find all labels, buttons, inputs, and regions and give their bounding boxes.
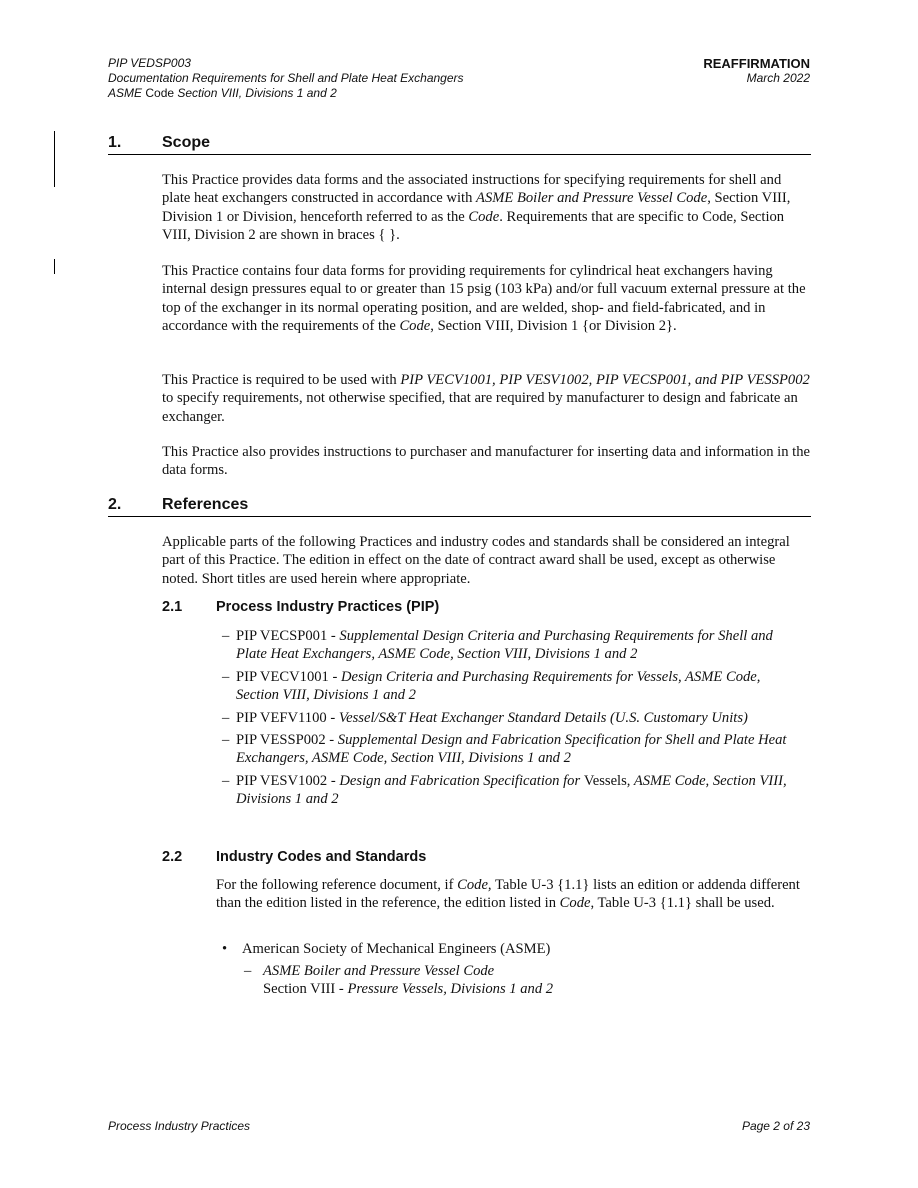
text-run: Table U-3 {1.1} lists an edition or addenda different than the edition listed in the reference, the edition listed in [216, 877, 800, 912]
dash-bullet: – [244, 963, 252, 979]
reference-code: PIP VESV1002 - [236, 772, 340, 789]
dash-bullet: – [222, 732, 230, 749]
subsection-2-1-title: Process Industry Practices (PIP) [216, 599, 440, 615]
text-run: This Practice provides data forms and the associated instructions for specifying requirements for shell and plate heat exchangers constructed in accordance with [162, 172, 782, 207]
change-bar [54, 259, 55, 274]
bullet-text: American Society of Mechanical Engineers (ASME) [242, 941, 551, 957]
reference-title-normal: Vessels [583, 772, 627, 789]
reference-title: Design Criteria and Purchasing Requirements for Vessels, ASME Code, Section VIII, Divisions 1 and 2 [236, 668, 761, 704]
dash-bullet: – [222, 772, 230, 789]
header-date: March 2022 [746, 71, 810, 85]
bullet-dot: • [222, 941, 228, 957]
reference-title: Design and Fabrication Specification for [339, 772, 584, 789]
section-2-number: 2. [108, 496, 122, 513]
subitem-title: ASME Boiler and Pressure Vessel Code [263, 963, 495, 979]
text-run: This Practice is required to be used with [162, 372, 401, 388]
header-code-prefix: ASME [108, 86, 143, 100]
header-left [108, 56, 464, 101]
subitem-line2-italic: Pressure Vessels, Divisions 1 and 2 [347, 981, 554, 998]
header-right [703, 56, 810, 86]
scope-paragraph-3 [162, 371, 812, 426]
section-1-title: Scope [162, 134, 211, 151]
scope-paragraph-4: This Practice also provides instructions to purchaser and manufacturer for inserting data and information in the data forms. [162, 444, 811, 479]
text-run-italic: Code [468, 208, 500, 225]
header-code-word: Code [142, 86, 178, 100]
list-item [222, 731, 802, 768]
list-item [222, 709, 802, 727]
pip-reference-list [222, 627, 802, 813]
reference-code: PIP VECSP001 - [236, 628, 340, 644]
text-run: For the following reference document, if [216, 877, 458, 893]
section-1-number: 1. [108, 134, 122, 151]
dash-bullet: – [222, 628, 230, 644]
text-run: . Requirements that are specific to Code, Section VIII, Division 2 are shown in braces { }. [162, 208, 785, 244]
section-2-title: References [162, 496, 249, 513]
header-doc-id: PIP VEDSP003 [108, 56, 191, 70]
subitem-line2: Section VIII - [263, 981, 348, 998]
text-run: This Practice contains four data forms for providing requirements for cylindrical heat exchangers having internal design pressures equal to or greater than 15 psig (103 kPa) and/or full vacuum external pressure at the top of the exchanger in its normal operating position, and are welded, shop- and field-fabricated, and in accordance with the requirements of the [162, 263, 806, 335]
subsection-2-2-title: Industry Codes and Standards [216, 849, 427, 865]
list-item [222, 627, 802, 664]
dash-bullet: – [222, 668, 230, 685]
section-1-heading [108, 134, 811, 155]
header-status: REAFFIRMATION [703, 56, 810, 71]
footer-page-number: Page 2 of 23 [741, 1119, 810, 1133]
text-run-italic: Code [399, 318, 431, 335]
references-intro: Applicable parts of the following Practices and industry codes and standards shall be considered an integral part of this Practice. The edition in effect on the date of contract award shall be used, except as otherwise noted. Short titles are used herein where appropriate. [162, 534, 790, 587]
reference-title: Supplemental Design and Fabrication Specification for Shell and Plate Heat Exchangers, ASME Code, Section VIII, Divisions 1 and 2 [236, 732, 787, 767]
reference-code: PIP VESSP002 - [236, 732, 338, 749]
text-run-italic: PIP VECV1001, PIP VESV1002, PIP VECSP001, and PIP VESSP002 [400, 372, 810, 388]
scope-paragraph-2 [162, 262, 812, 336]
header-code-line [108, 86, 464, 101]
reference-code: PIP VEFV1100 - [236, 709, 339, 726]
text-run-italic: Code, [457, 877, 492, 893]
section-2-heading [108, 496, 811, 517]
dash-bullet: – [222, 709, 230, 726]
list-item [222, 772, 802, 809]
reference-title: Supplemental Design Criteria and Purchasing Requirements for Shell and Plate Heat Exchangers, ASME Code, Section VIII, Divisions 1 and 2 [236, 628, 773, 663]
header-code-suffix: Section VIII, Divisions 1 and 2 [177, 86, 337, 100]
text-run: , Section VIII, Division 1 {or Division 2}. [430, 318, 677, 335]
subsection-2-2-number: 2.2 [162, 849, 183, 865]
text-run-italic: ASME Boiler and Pressure Vessel Code [476, 190, 708, 207]
standards-paragraph [216, 876, 811, 913]
text-run-italic: Code [559, 895, 591, 912]
change-bar [54, 131, 55, 187]
list-item [222, 668, 802, 705]
text-run: , Table U-3 {1.1} shall be used. [590, 895, 775, 912]
reference-code: PIP VECV1001 - [236, 668, 342, 685]
scope-paragraph-1 [162, 171, 812, 245]
text-run: , Section VIII, Division 1 or Division, henceforth referred to as the [162, 190, 791, 225]
text-run: to specify requirements, not otherwise specified, that are required by manufacturer to design and fabricate an exchanger. [162, 390, 798, 425]
footer-left: Process Industry Practices [108, 1119, 251, 1133]
header-doc-title: Documentation Requirements for Shell and Plate Heat Exchangers [108, 71, 464, 85]
reference-title-tail: , ASME Code, Section VIII, Divisions 1 and 2 [236, 772, 787, 808]
asme-subitem-text [263, 962, 553, 999]
subsection-2-1-number: 2.1 [162, 599, 183, 615]
reference-title: Vessel/S&T Heat Exchanger Standard Details (U.S. Customary Units) [338, 709, 748, 726]
